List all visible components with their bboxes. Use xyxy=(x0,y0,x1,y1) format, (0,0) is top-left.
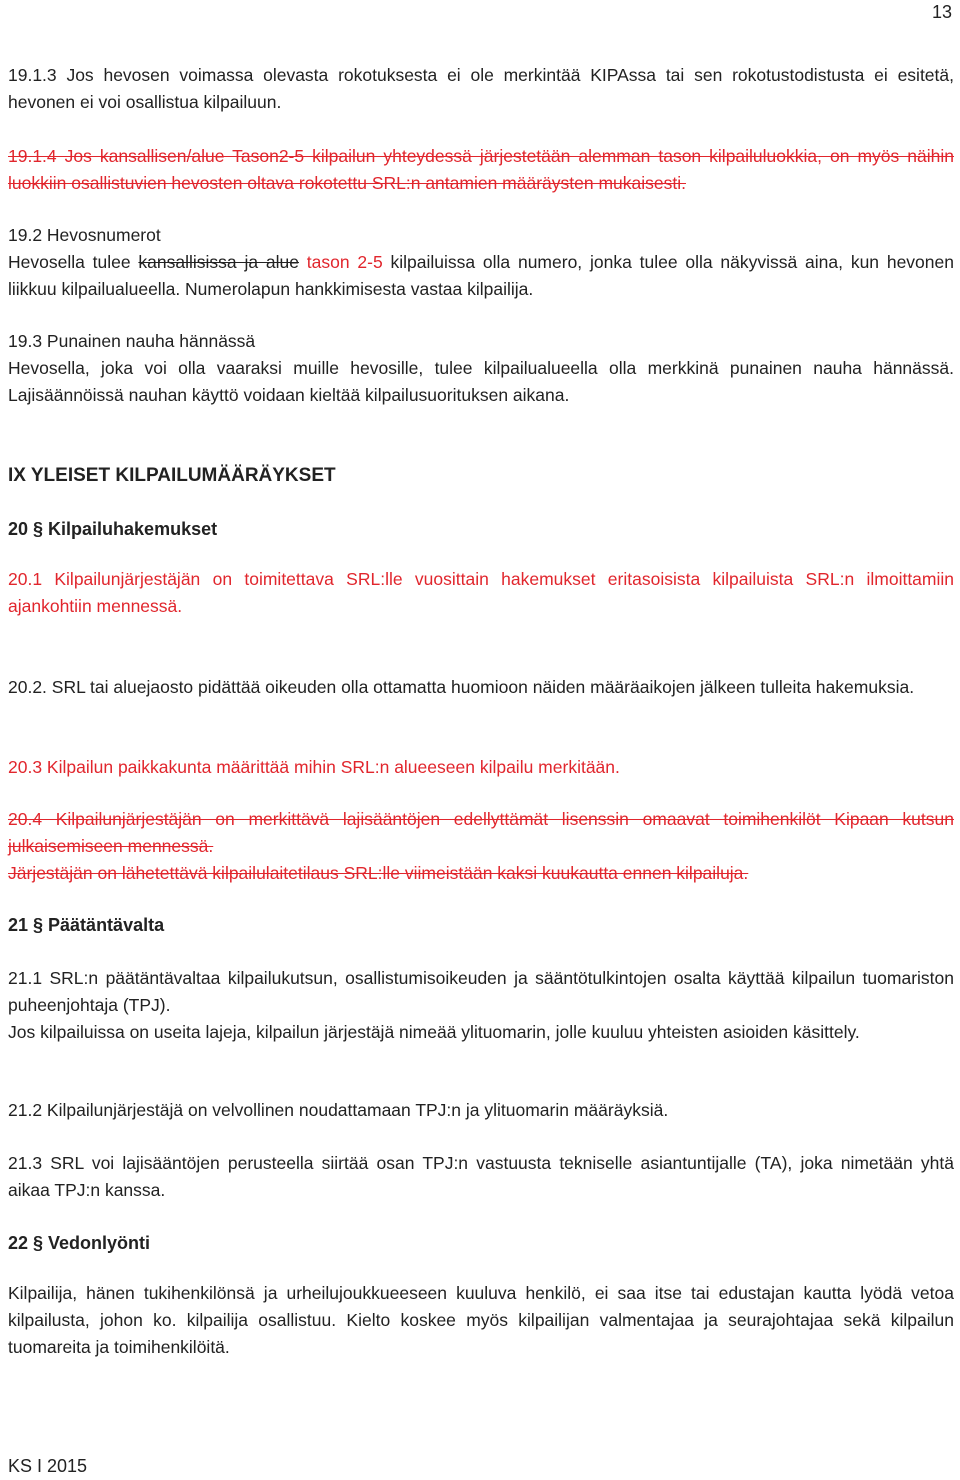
section-19-3 xyxy=(8,328,954,409)
section-20-3 xyxy=(8,754,954,781)
section-19-1-3 xyxy=(8,62,954,116)
paragraph-20-2: 20.2. SRL tai aluejaosto pidättää oikeuden olla ottamatta huomioon näiden määräaikojen jälkeen tulleita hakemuksia. xyxy=(8,677,915,697)
section-21-3 xyxy=(8,1150,954,1204)
heading-22: 22 § Vedonlyönti xyxy=(8,1233,151,1253)
section-22 xyxy=(8,1280,954,1361)
text-19-2-inserted: tason 2-5 xyxy=(298,252,383,272)
paragraph-19-3: Hevosella, joka voi olla vaaraksi muille hevosille, tulee kilpailualueella olla merkkinä punainen nauha hännässä. Lajisäännöissä nauhan käyttö voidaan kieltää kilpailusuorituksen aikana. xyxy=(8,358,954,405)
paragraph-20-4-struck: 20.4 Kilpailunjärjestäjän on merkittävä lajisääntöjen edellyttämät lisenssin omaavat toimihenkilöt Kipaan kutsun julkaisemiseen mennessä. xyxy=(8,809,954,856)
paragraph-21-3: 21.3 SRL voi lajisääntöjen perusteella siirtää osan TPJ:n vastuusta tekniselle asiantuntijalle (TA), joka nimetään yhtä aikaa TPJ:n kanssa. xyxy=(8,1153,954,1200)
section-20-4 xyxy=(8,806,954,887)
page-number: 13 xyxy=(931,2,952,22)
paragraph-21-1b: Jos kilpailuissa on useita lajeja, kilpailun järjestäjä nimeää ylituomarin, jolle kuuluu yhteisten asioiden käsittely. xyxy=(8,1022,860,1042)
paragraph-21-2: 21.2 Kilpailunjärjestäjä on velvollinen noudattamaan TPJ:n ja ylituomarin määräyksiä. xyxy=(8,1100,669,1120)
footer-label: KS I 2015 xyxy=(8,1456,88,1476)
section-20-1 xyxy=(8,566,954,620)
text-19-2-part1: Hevosella tulee xyxy=(8,252,139,272)
section-19-1-4 xyxy=(8,143,954,197)
paragraph-19-1-4-struck: 19.1.4 Jos kansallisen/alue Tason2-5 kilpailun yhteydessä järjestetään alemman tason kilpailuluokkia, on myös näihin luokkiin osallistuvien hevosten oltava rokotettu SRL:n antamien määräysten mukaisesti. xyxy=(8,146,954,193)
paragraph-20-3: 20.3 Kilpailun paikkakunta määrittää mihin SRL:n alueeseen kilpailu merkitään. xyxy=(8,757,620,777)
paragraph-19-2 xyxy=(8,249,954,303)
section-21-1 xyxy=(8,965,954,1046)
heading-21: 21 § Päätäntävalta xyxy=(8,915,165,935)
text-19-2-part2: kilpailuissa olla numero, jonka tulee olla näkyvissä aina, kun hevonen liikkuu kilpailualueella. Numerolapun hankkimisesta vastaa kilpailija. xyxy=(8,252,954,299)
paragraph-21-1: 21.1 SRL:n päätäntävaltaa kilpailukutsun, osallistumisoikeuden ja sääntötulkintojen osalta käyttää kilpailun tuomariston puheenjohtaja (TPJ). xyxy=(8,968,954,1015)
section-20-2 xyxy=(8,674,954,701)
heading-19-3: 19.3 Punainen nauha hännässä xyxy=(8,331,256,351)
chapter-title: IX YLEISET KILPAILUMÄÄRÄYKSET xyxy=(8,465,336,486)
paragraph-19-1-3: 19.1.3 Jos hevosen voimassa olevasta rokotuksesta ei ole merkintää KIPAssa tai sen rokotustodistusta ei esitetä, hevonen ei voi osallistua kilpailuun. xyxy=(8,65,954,112)
heading-20: 20 § Kilpailuhakemukset xyxy=(8,519,218,539)
section-21-2 xyxy=(8,1097,954,1124)
text-19-2-struck: kansallisissa ja alue xyxy=(138,252,299,272)
paragraph-20-4b-struck: Järjestäjän on lähetettävä kilpailulaitetilaus SRL:lle viimeistään kaksi kuukautta ennen kilpailuja. xyxy=(8,863,749,883)
paragraph-20-1: 20.1 Kilpailunjärjestäjän on toimitettava SRL:lle vuosittain hakemukset eritasoisista kilpailuista SRL:n ilmoittamiin ajankohtiin mennessä. xyxy=(8,569,954,616)
paragraph-22: Kilpailija, hänen tukihenkilönsä ja urheilujoukkueeseen kuuluva henkilö, ei saa itse tai edustajan kautta lyödä vetoa kilpailusta, johon ko. kilpailija osallistuu. Kielto koskee myös kilpailijan valmentajaa ja seurajohtajaa sekä kilpailun tuomareita ja toimihenkilöitä. xyxy=(8,1283,954,1357)
heading-19-2: 19.2 Hevosnumerot xyxy=(8,225,161,245)
section-19-2 xyxy=(8,222,954,303)
